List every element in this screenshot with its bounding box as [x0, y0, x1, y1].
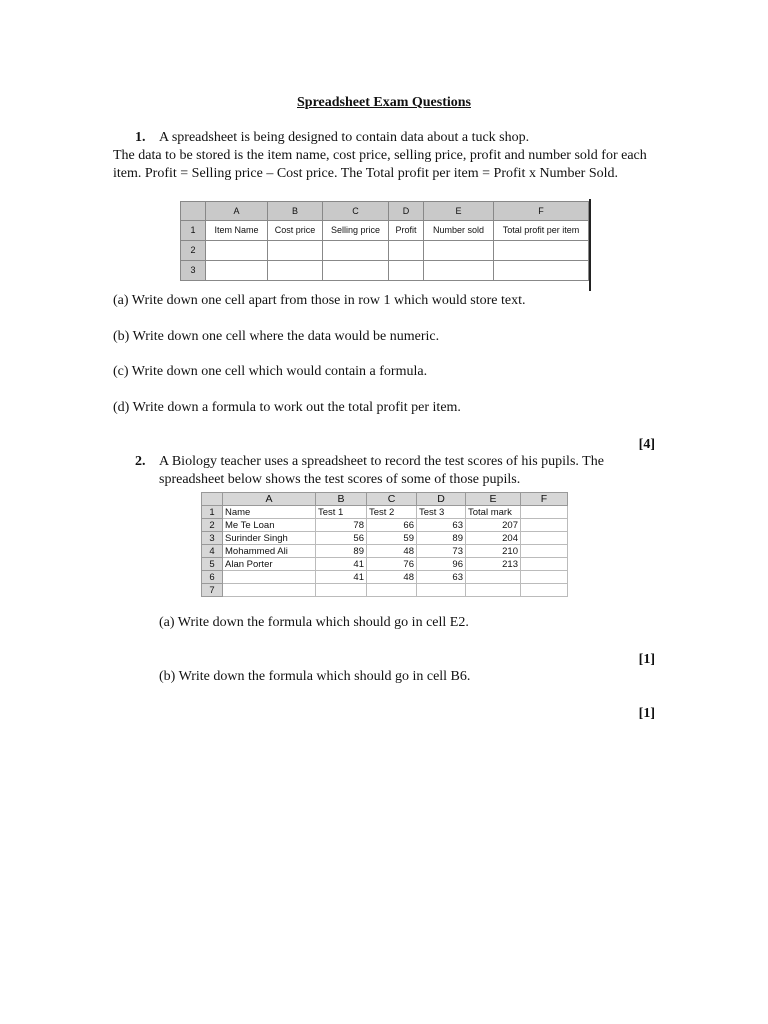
table-cell: Profit [389, 221, 424, 241]
table-cell [323, 241, 389, 261]
table-cell [389, 241, 424, 261]
table-cell: 41 [316, 558, 367, 571]
table-cell [521, 545, 568, 558]
table-cell [268, 261, 323, 281]
column-header: C [323, 202, 389, 221]
table-cell: 213 [466, 558, 521, 571]
tuck-shop-spreadsheet [180, 201, 589, 281]
table-cell [206, 241, 268, 261]
row-header: 1 [202, 506, 223, 519]
row-header: 2 [202, 519, 223, 532]
question-2-body: A Biology teacher uses a spreadsheet to record the test scores of his pupils. The spreadsheet below shows the test scores of some of those pupils. [159, 454, 604, 487]
row-header: 4 [202, 545, 223, 558]
question-1-number: 1. [135, 130, 146, 145]
row-header: 6 [202, 571, 223, 584]
corner-cell [202, 493, 223, 506]
question-1a: (a) Write down one cell apart from those in row 1 which would store text. [113, 293, 526, 308]
question-2a-mark: [1] [638, 652, 655, 667]
table-cell [521, 506, 568, 519]
table-cell: 89 [316, 545, 367, 558]
column-header: A [223, 493, 316, 506]
table-cell: 48 [367, 571, 417, 584]
table-cell: Total profit per item [494, 221, 589, 241]
table-cell [316, 584, 367, 597]
column-header: F [494, 202, 589, 221]
table-cell: Alan Porter [223, 558, 316, 571]
table-cell: 76 [367, 558, 417, 571]
question-1d: (d) Write down a formula to work out the total profit per item. [113, 400, 461, 415]
table-cell: Item Name [206, 221, 268, 241]
table-row [202, 558, 568, 571]
table-row [202, 584, 568, 597]
table-cell: 210 [466, 545, 521, 558]
table-cell [521, 558, 568, 571]
column-header: E [466, 493, 521, 506]
column-header-row [181, 202, 589, 221]
table-cell: Mohammed Ali [223, 545, 316, 558]
question-2-number: 2. [135, 454, 146, 469]
table-cell [521, 532, 568, 545]
table-row [181, 261, 589, 281]
row-header: 3 [181, 261, 206, 281]
column-header: D [389, 202, 424, 221]
column-header: D [417, 493, 466, 506]
table-row [202, 506, 568, 519]
column-header: C [367, 493, 417, 506]
table-cell: 207 [466, 519, 521, 532]
table-cell [389, 261, 424, 281]
table-cell: Total mark [466, 506, 521, 519]
table-cell: 78 [316, 519, 367, 532]
table-row [202, 545, 568, 558]
table-cell: Cost price [268, 221, 323, 241]
table-row [181, 241, 589, 261]
row-header: 5 [202, 558, 223, 571]
table-cell: 63 [417, 519, 466, 532]
table-cell: Number sold [424, 221, 494, 241]
table-cell: 66 [367, 519, 417, 532]
question-2b-mark: [1] [638, 706, 655, 721]
table-row [202, 532, 568, 545]
table-cell: 96 [417, 558, 466, 571]
table-cell: 73 [417, 545, 466, 558]
question-1-first-line: A spreadsheet is being designed to contain data about a tuck shop. [159, 130, 530, 145]
page-title: Spreadsheet Exam Questions [297, 95, 471, 110]
table-cell [323, 261, 389, 281]
table-cell [206, 261, 268, 281]
table-cell [223, 584, 316, 597]
row-header: 1 [181, 221, 206, 241]
question-1-body: The data to be stored is the item name, cost price, selling price, profit and number sold for each item. Profit = Selling price – Cost price. The Total profit per item = Profit x Number Sold. [113, 148, 647, 181]
biology-scores-spreadsheet [201, 492, 568, 597]
table-row [202, 519, 568, 532]
row-header: 7 [202, 584, 223, 597]
question-1b: (b) Write down one cell where the data would be numeric. [113, 329, 440, 344]
table-cell [494, 261, 589, 281]
column-header: B [316, 493, 367, 506]
question-1c: (c) Write down one cell which would contain a formula. [113, 364, 428, 379]
table-cell [466, 571, 521, 584]
table-cell: Surinder Singh [223, 532, 316, 545]
sheet-border-line [589, 199, 591, 291]
question-1-mark: [4] [638, 437, 655, 452]
table-row [181, 221, 589, 241]
table-cell: Test 1 [316, 506, 367, 519]
table-cell [521, 584, 568, 597]
table-cell [367, 584, 417, 597]
row-header: 3 [202, 532, 223, 545]
table-cell: 48 [367, 545, 417, 558]
column-header: A [206, 202, 268, 221]
table-cell [424, 241, 494, 261]
table-cell [417, 584, 466, 597]
table-cell [424, 261, 494, 281]
table-cell: 59 [367, 532, 417, 545]
table-cell [494, 241, 589, 261]
table-cell: 89 [417, 532, 466, 545]
column-header-row [202, 493, 568, 506]
corner-cell [181, 202, 206, 221]
question-2b: (b) Write down the formula which should go in cell B6. [159, 669, 471, 684]
table-cell: 204 [466, 532, 521, 545]
table-cell: Name [223, 506, 316, 519]
table-cell [223, 571, 316, 584]
table-cell: 63 [417, 571, 466, 584]
table-cell: Test 3 [417, 506, 466, 519]
question-2a: (a) Write down the formula which should go in cell E2. [159, 615, 469, 630]
column-header: B [268, 202, 323, 221]
column-header: F [521, 493, 568, 506]
row-header: 2 [181, 241, 206, 261]
table-cell: Me Te Loan [223, 519, 316, 532]
table-row [202, 571, 568, 584]
table-cell [466, 584, 521, 597]
table-cell: Selling price [323, 221, 389, 241]
table-cell: Test 2 [367, 506, 417, 519]
table-cell: 41 [316, 571, 367, 584]
column-header: E [424, 202, 494, 221]
table-cell [521, 519, 568, 532]
table-cell [268, 241, 323, 261]
table-cell: 56 [316, 532, 367, 545]
table-cell [521, 571, 568, 584]
